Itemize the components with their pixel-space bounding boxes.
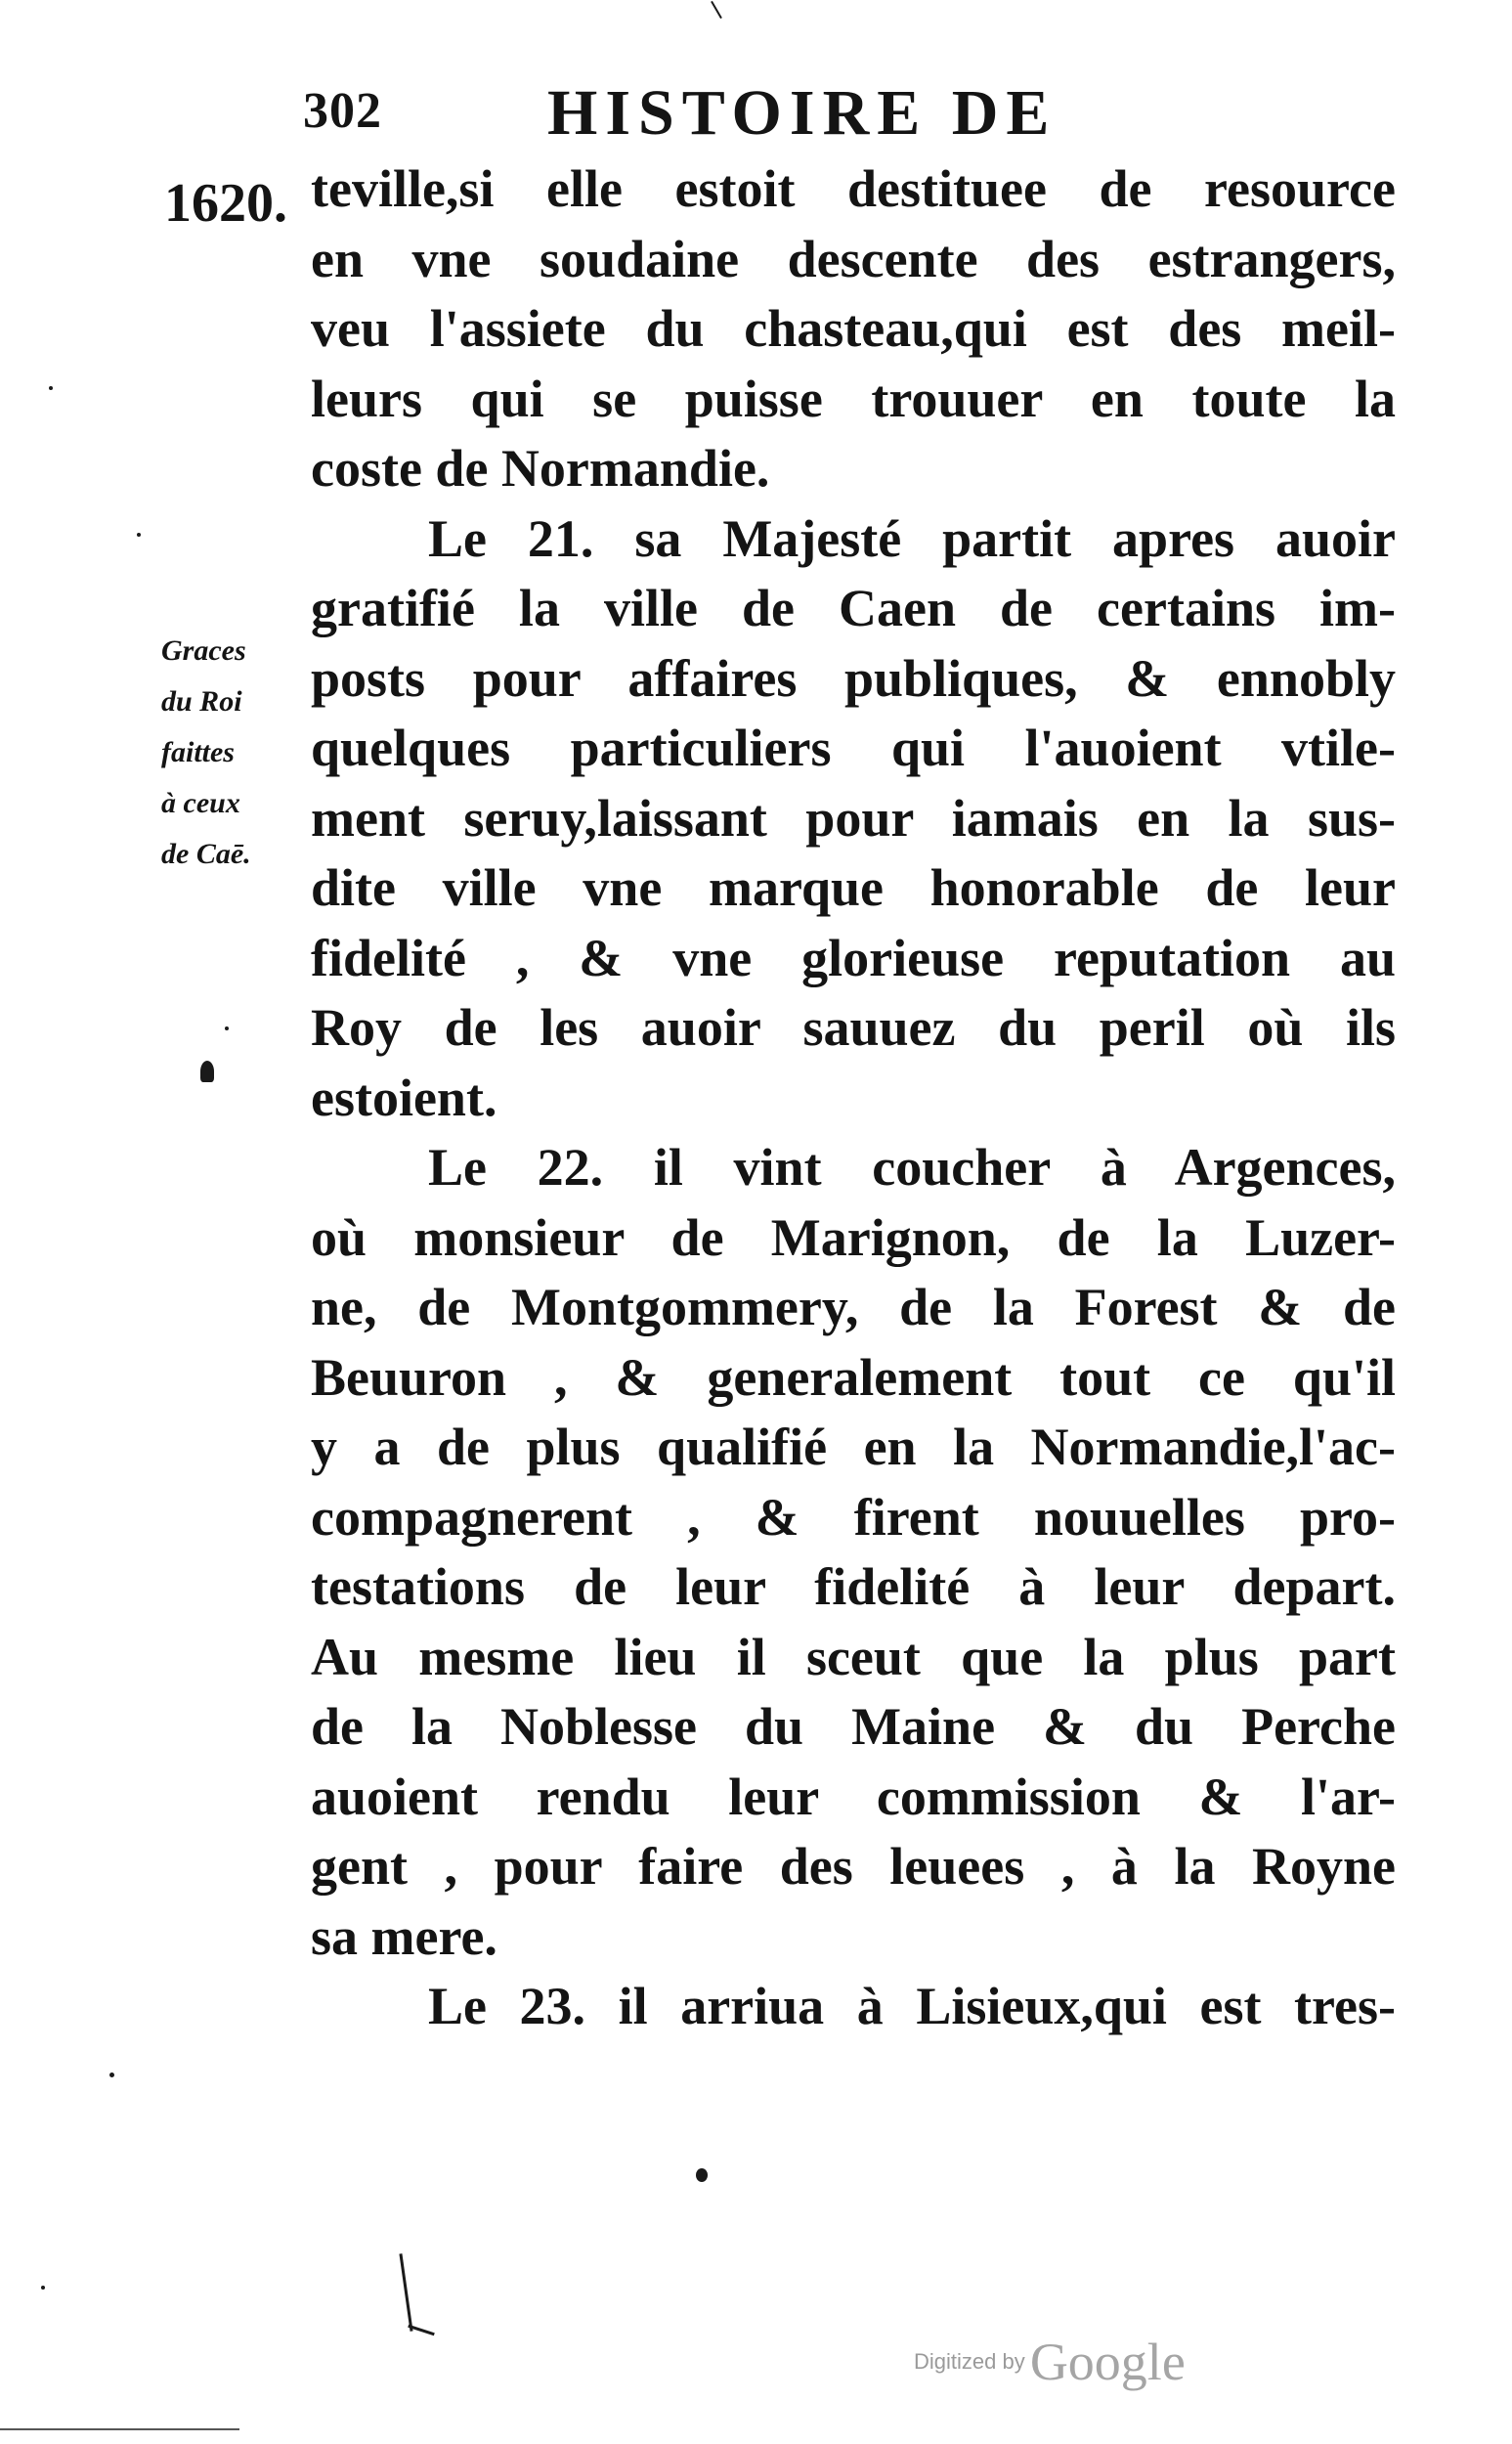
text-line: posts pour affaires publiques, & ennobly (311, 648, 1396, 708)
sidenote-line: du Roi (161, 685, 242, 718)
scan-speck (137, 533, 141, 537)
text-line: testations de leur fidelité à leur depart. (311, 1557, 1396, 1616)
scan-speck (49, 386, 53, 390)
google-logo: Google (1029, 2333, 1186, 2391)
text-line: auoient rendu leur commission & l'ar- (311, 1767, 1396, 1826)
scan-speck (696, 2168, 708, 2182)
paragraph-start-line: Le 22. il vint coucher à Argences, (428, 1138, 1396, 1197)
text-line: teville,si elle estoit destituee de resource (311, 159, 1396, 218)
scan-speck (41, 2286, 45, 2290)
text-line: veu l'assiete du chasteau,qui est des meil- (311, 299, 1396, 358)
text-line: ne, de Montgommery, de la Forest & de (311, 1278, 1396, 1336)
text-line: où monsieur de Marignon, de la Luzer- (311, 1207, 1396, 1267)
text-line: compagnerent , & firent nouuelles pro- (311, 1487, 1396, 1547)
text-line: gent , pour faire des leuees , à la Royne (311, 1837, 1396, 1896)
scan-speck (109, 2073, 114, 2077)
sidenote-line: à ceux (161, 787, 240, 819)
text-line: quelques particuliers qui l'auoient vtile- (311, 719, 1396, 777)
text-line: sa mere. (311, 1906, 497, 1966)
text-line: Au mesme lieu il sceut que la plus part (311, 1627, 1396, 1686)
text-line: leurs qui se puisse trouuer en toute la (311, 369, 1396, 428)
text-line: en vne soudaine descente des estrangers, (311, 229, 1396, 288)
text-line: Roy de les auoir sauuez du peril où ils (311, 998, 1396, 1057)
scan-speck (200, 1061, 214, 1082)
running-head (303, 76, 1339, 164)
paragraph-start-line: Le 21. sa Majesté partit apres auoir (428, 508, 1396, 568)
margin-sidenote (161, 626, 308, 880)
digitized-by-google-watermark (914, 2332, 1246, 2390)
margin-year: 1620. (164, 173, 287, 234)
text-line: estoient. (311, 1068, 497, 1127)
text-line: de la Noblesse du Maine & du Perche (311, 1697, 1396, 1756)
sidenote-line: Graces (161, 634, 246, 667)
body-text (311, 154, 1396, 2042)
text-line: coste de Normandie. (311, 439, 770, 498)
text-line: y a de plus qualifié en la Normandie,l'ac- (311, 1418, 1396, 1476)
text-line: dite ville vne marque honorable de leur (311, 858, 1396, 917)
sidenote-line: faittes (161, 736, 235, 768)
scan-stroke (399, 2253, 412, 2332)
text-line: Beuuron , & generalement tout ce qu'il (311, 1347, 1396, 1407)
sidenote-line: de Caē. (161, 838, 251, 870)
running-title: HISTOIRE DE (547, 77, 1058, 149)
page-number: 302 (303, 83, 382, 139)
scan-speck (225, 1026, 229, 1030)
scan-stroke (711, 1, 722, 19)
text-line: ment seruy,laissant pour iamais en la sus- (311, 788, 1396, 848)
bottom-rule (0, 2428, 239, 2430)
watermark-prefix: Digitized by (914, 2349, 1025, 2374)
text-line: gratifié la ville de Caen de certains im- (311, 579, 1396, 637)
paragraph-start-line: Le 23. il arriua à Lisieux,qui est tres- (428, 1977, 1396, 2035)
text-line: fidelité , & vne glorieuse reputation au (311, 928, 1396, 987)
